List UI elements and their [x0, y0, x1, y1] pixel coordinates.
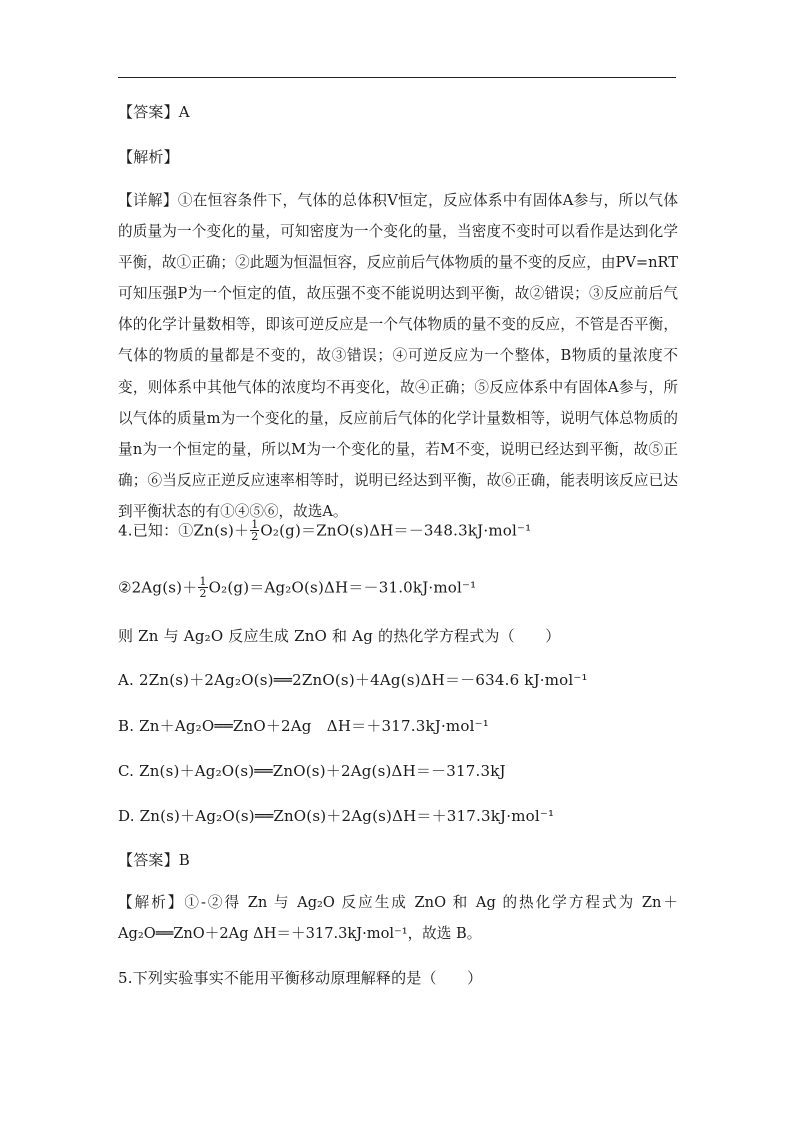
q5-stem: 5.下列实验事实不能用平衡移动原理解释的是（ ）	[118, 969, 483, 987]
q4-eq2-prefix: ②2Ag(s)＋	[118, 578, 198, 597]
q4-stem: 则 Zn 与 Ag₂O 反应生成 ZnO 和 Ag 的热化学方程式为（ ）	[118, 627, 561, 645]
answer-label-q4: 【答案】B	[118, 851, 191, 869]
q4-option-b: B. Zn＋Ag₂O══ZnO＋2Ag ΔH＝＋317.3kJ·mol⁻¹	[118, 717, 489, 735]
q4-eq1-suffix: O₂(g)＝ZnO(s)ΔH＝－348.3kJ·mol⁻¹	[260, 521, 532, 540]
analysis-q4: 【解析】①-②得 Zn 与 Ag₂O 反应生成 ZnO 和 Ag 的热化学方程式为 Zn＋Ag₂O══ZnO＋2Ag ΔH＝＋317.3kJ·mol⁻¹，故选 B。	[118, 894, 678, 943]
analysis-detail-q3: 【详解】①在恒容条件下，气体的总体积V恒定，反应体系中有固体A参与，所以气体的质量为一个变化的量，可知密度为一个变化的量，当密度不变时可以看作是达到化学平衡，故①正确；②此题为恒温恒容，反应前后气体物质的量不变的反应，由PV=nRT可知压强P为一个恒定的值，故压强不变不能说明达到平衡，故②错误；③反应前后气体的化学计量数相等，即该可逆反应是一个气体物质的量不变的反应，不管是否平衡，气体的物质的量都是不变的，故③错误；④可逆反应为一个整体，B物质的量浓度不变，则体系中其他气体的浓度均不再变化，故④正确；⑤反应体系中有固体A参与，所以气体的质量m为一个变化的量，反应前后气体的化学计量数相等，说明气体总物质的量n为一个恒定的量，所以M为一个变化的量，若M不变，说明已经达到平衡，故⑤正确；⑥当反应正逆反应速率相等时，说明已经达到平衡，故⑥正确，能表明该反应已达到平衡状态的有①④⑤⑥，故选A。	[118, 192, 678, 520]
q4-equation-2	[118, 577, 476, 600]
q4-option-c: C. Zn(s)＋Ag₂O(s)══ZnO(s)＋2Ag(s)ΔH＝－317.3kJ	[118, 762, 506, 780]
q4-equation-1	[118, 520, 531, 543]
fraction-half-2: $\frac{1}{2}$	[199, 575, 207, 600]
q4-eq1-prefix: 4.已知：①Zn(s)＋	[118, 521, 250, 540]
analysis-label-q3: 【解析】	[118, 148, 179, 166]
q4-eq2-suffix: O₂(g)＝Ag₂O(s)ΔH＝－31.0kJ·mol⁻¹	[208, 578, 477, 597]
q4-option-d: D. Zn(s)＋Ag₂O(s)══ZnO(s)＋2Ag(s)ΔH＝＋317.3kJ·mol⁻¹	[118, 807, 555, 825]
fraction-half-1: $\frac{1}{2}$	[251, 518, 259, 543]
q4-option-a: A. 2Zn(s)＋2Ag₂O(s)══2ZnO(s)＋4Ag(s)ΔH＝－634.6 kJ·mol⁻¹	[118, 671, 588, 689]
header-rule	[118, 77, 676, 78]
answer-label-q3: 【答案】A	[118, 103, 190, 121]
